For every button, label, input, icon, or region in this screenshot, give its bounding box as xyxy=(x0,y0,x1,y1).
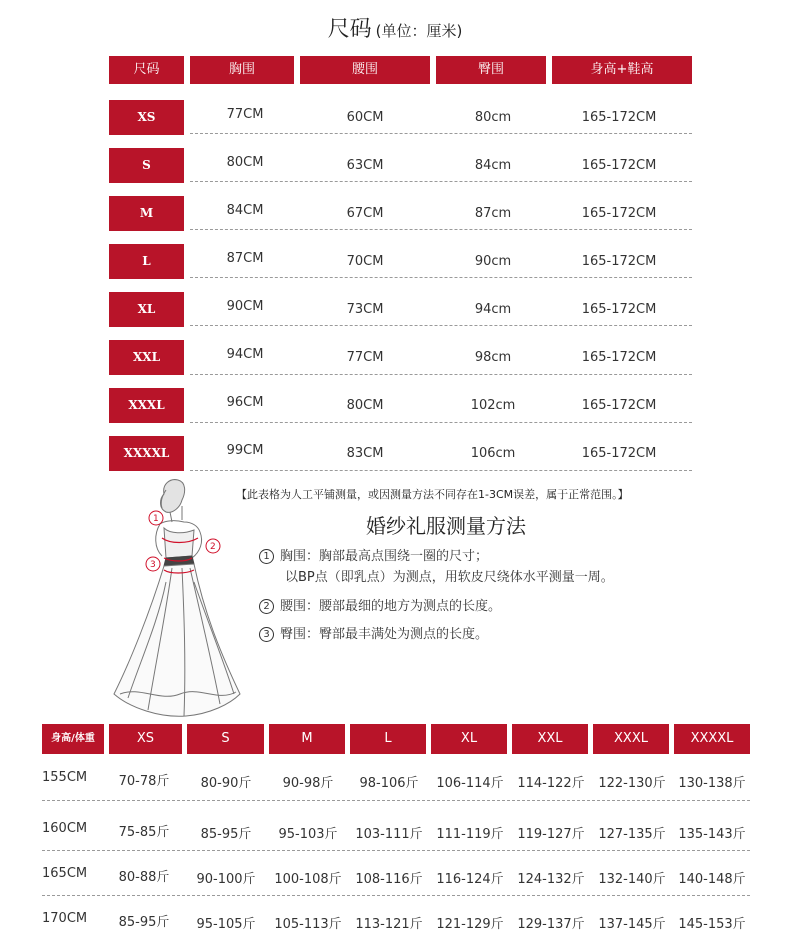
measurement-note: 【此表格为人工平铺测量，或因测量方法不同存在1-3CM误差，属于正常范围。】 xyxy=(236,488,629,501)
measure-item-bust xyxy=(259,545,488,564)
weight-cell: 90-100斤 xyxy=(196,872,256,887)
item-number: 3 xyxy=(259,627,274,642)
weight-cell: 145-153斤 xyxy=(678,917,746,932)
waist-cell: 80CM xyxy=(346,398,384,413)
header-bust: 胸围 xyxy=(190,56,294,84)
weight-cell: 80-90斤 xyxy=(200,776,252,791)
header-xxxxl: XXXXL xyxy=(674,724,750,754)
weight-cell: 75-85斤 xyxy=(118,825,170,840)
dress-figure-svg xyxy=(100,472,250,722)
figure-mark-2: 2 xyxy=(210,542,216,552)
hip-cell: 80cm xyxy=(474,110,512,125)
row-divider xyxy=(42,850,750,851)
hip-cell: 84cm xyxy=(474,158,512,173)
weight-cell: 100-108斤 xyxy=(274,872,342,887)
waist-cell: 60CM xyxy=(346,110,384,125)
weight-cell: 106-114斤 xyxy=(436,776,504,791)
figure-mark-3: 3 xyxy=(150,560,156,570)
unit-text: (单位：厘米) xyxy=(375,22,463,40)
hip-cell: 98cm xyxy=(474,350,512,365)
item-number: 2 xyxy=(259,599,274,614)
weight-cell: 132-140斤 xyxy=(598,872,666,887)
height-cell: 165-172CM xyxy=(581,158,657,173)
item-text: 胸围：胸部最高点围绕一圈的尺寸； xyxy=(280,549,489,564)
waist-cell: 77CM xyxy=(346,350,384,365)
header-hip: 臀围 xyxy=(436,56,546,84)
header-xxxl: XXXL xyxy=(593,724,669,754)
size-badge: XXL xyxy=(109,340,184,375)
size-badge: XS xyxy=(109,100,184,135)
height-cell: 165-172CM xyxy=(581,206,657,221)
size-badge: L xyxy=(109,244,184,279)
bust-cell: 90CM xyxy=(226,299,264,314)
hip-cell: 94cm xyxy=(474,302,512,317)
bust-cell: 99CM xyxy=(226,443,264,458)
header-height: 身高+鞋高 xyxy=(552,56,692,84)
waist-cell: 63CM xyxy=(346,158,384,173)
row-divider xyxy=(190,325,692,326)
hip-cell: 106cm xyxy=(470,446,516,461)
weight-cell: 124-132斤 xyxy=(517,872,585,887)
weight-cell: 98-106斤 xyxy=(359,776,419,791)
measure-item-bust-detail: 以BP点（即乳点）为测点，用软皮尺绕体水平测量一周。 xyxy=(285,570,614,585)
bust-cell: 96CM xyxy=(226,395,264,410)
weight-cell: 137-145斤 xyxy=(598,917,666,932)
height-cell: 165-172CM xyxy=(581,446,657,461)
weight-cell: 85-95斤 xyxy=(200,827,252,842)
header-xl: XL xyxy=(431,724,507,754)
weight-cell: 129-137斤 xyxy=(517,917,585,932)
hip-cell: 87cm xyxy=(474,206,512,221)
header-waist: 腰围 xyxy=(300,56,430,84)
waist-cell: 83CM xyxy=(346,446,384,461)
bust-cell: 94CM xyxy=(226,347,264,362)
size-badge: XXXXL xyxy=(109,436,184,471)
weight-cell: 113-121斤 xyxy=(355,917,423,932)
bust-cell: 77CM xyxy=(226,107,264,122)
header-m: M xyxy=(269,724,345,754)
weight-cell: 114-122斤 xyxy=(517,776,585,791)
weight-cell: 140-148斤 xyxy=(678,872,746,887)
header-size: 尺码 xyxy=(109,56,184,84)
weight-cell: 135-143斤 xyxy=(678,827,746,842)
weight-cell: 95-103斤 xyxy=(278,827,338,842)
weight-cell: 116-124斤 xyxy=(436,872,504,887)
weight-cell: 122-130斤 xyxy=(598,776,666,791)
height-cell: 165-172CM xyxy=(581,398,657,413)
hip-cell: 90cm xyxy=(474,254,512,269)
row-divider xyxy=(190,181,692,182)
row-divider xyxy=(190,470,692,471)
weight-cell: 127-135斤 xyxy=(598,827,666,842)
item-text: 腰围：腰部最细的地方为测点的长度。 xyxy=(280,599,502,614)
weight-cell: 70-78斤 xyxy=(118,774,170,789)
bust-cell: 80CM xyxy=(226,155,264,170)
hip-cell: 102cm xyxy=(470,398,516,413)
weight-cell: 111-119斤 xyxy=(436,827,504,842)
waist-cell: 67CM xyxy=(346,206,384,221)
row-divider xyxy=(190,133,692,134)
size-badge: XXXL xyxy=(109,388,184,423)
weight-cell: 130-138斤 xyxy=(678,776,746,791)
weight-cell: 85-95斤 xyxy=(118,915,170,930)
row-divider xyxy=(42,800,750,801)
row-divider xyxy=(190,277,692,278)
row-divider xyxy=(190,422,692,423)
header-xxl: XXL xyxy=(512,724,588,754)
row-divider xyxy=(42,895,750,896)
measure-item-waist xyxy=(259,595,501,614)
weight-cell: 90-98斤 xyxy=(282,776,334,791)
weight-cell: 119-127斤 xyxy=(517,827,585,842)
height-cell: 165-172CM xyxy=(581,254,657,269)
weight-cell: 105-113斤 xyxy=(274,917,342,932)
measure-title: 婚纱礼服测量方法 xyxy=(366,514,526,538)
size-badge: XL xyxy=(109,292,184,327)
dress-figure-illustration xyxy=(100,472,250,722)
figure-mark-1: 1 xyxy=(153,514,159,524)
header-s: S xyxy=(187,724,264,754)
weight-cell: 121-129斤 xyxy=(436,917,504,932)
size-badge: M xyxy=(109,196,184,231)
header-height-weight: 身高/体重 xyxy=(42,724,104,754)
height-cell: 165-172CM xyxy=(581,350,657,365)
item-number: 1 xyxy=(259,549,274,564)
row-divider xyxy=(190,374,692,375)
title-text: 尺码 xyxy=(327,17,372,42)
header-xs: XS xyxy=(109,724,182,754)
row-height: 155CM xyxy=(42,770,88,785)
item-text: 臀围：臀部最丰满处为测点的长度。 xyxy=(280,627,489,642)
waist-cell: 73CM xyxy=(346,302,384,317)
row-height: 160CM xyxy=(42,821,88,836)
height-cell: 165-172CM xyxy=(581,302,657,317)
weight-cell: 103-111斤 xyxy=(355,827,423,842)
page-title xyxy=(0,12,790,43)
row-height: 170CM xyxy=(42,911,88,926)
measure-item-hip xyxy=(259,623,488,642)
row-divider xyxy=(190,229,692,230)
bust-cell: 87CM xyxy=(226,251,264,266)
row-height: 165CM xyxy=(42,866,88,881)
weight-cell: 80-88斤 xyxy=(118,870,170,885)
waist-cell: 70CM xyxy=(346,254,384,269)
header-l: L xyxy=(350,724,426,754)
height-cell: 165-172CM xyxy=(581,110,657,125)
bust-cell: 84CM xyxy=(226,203,264,218)
weight-cell: 95-105斤 xyxy=(196,917,256,932)
size-badge: S xyxy=(109,148,184,183)
weight-cell: 108-116斤 xyxy=(355,872,423,887)
